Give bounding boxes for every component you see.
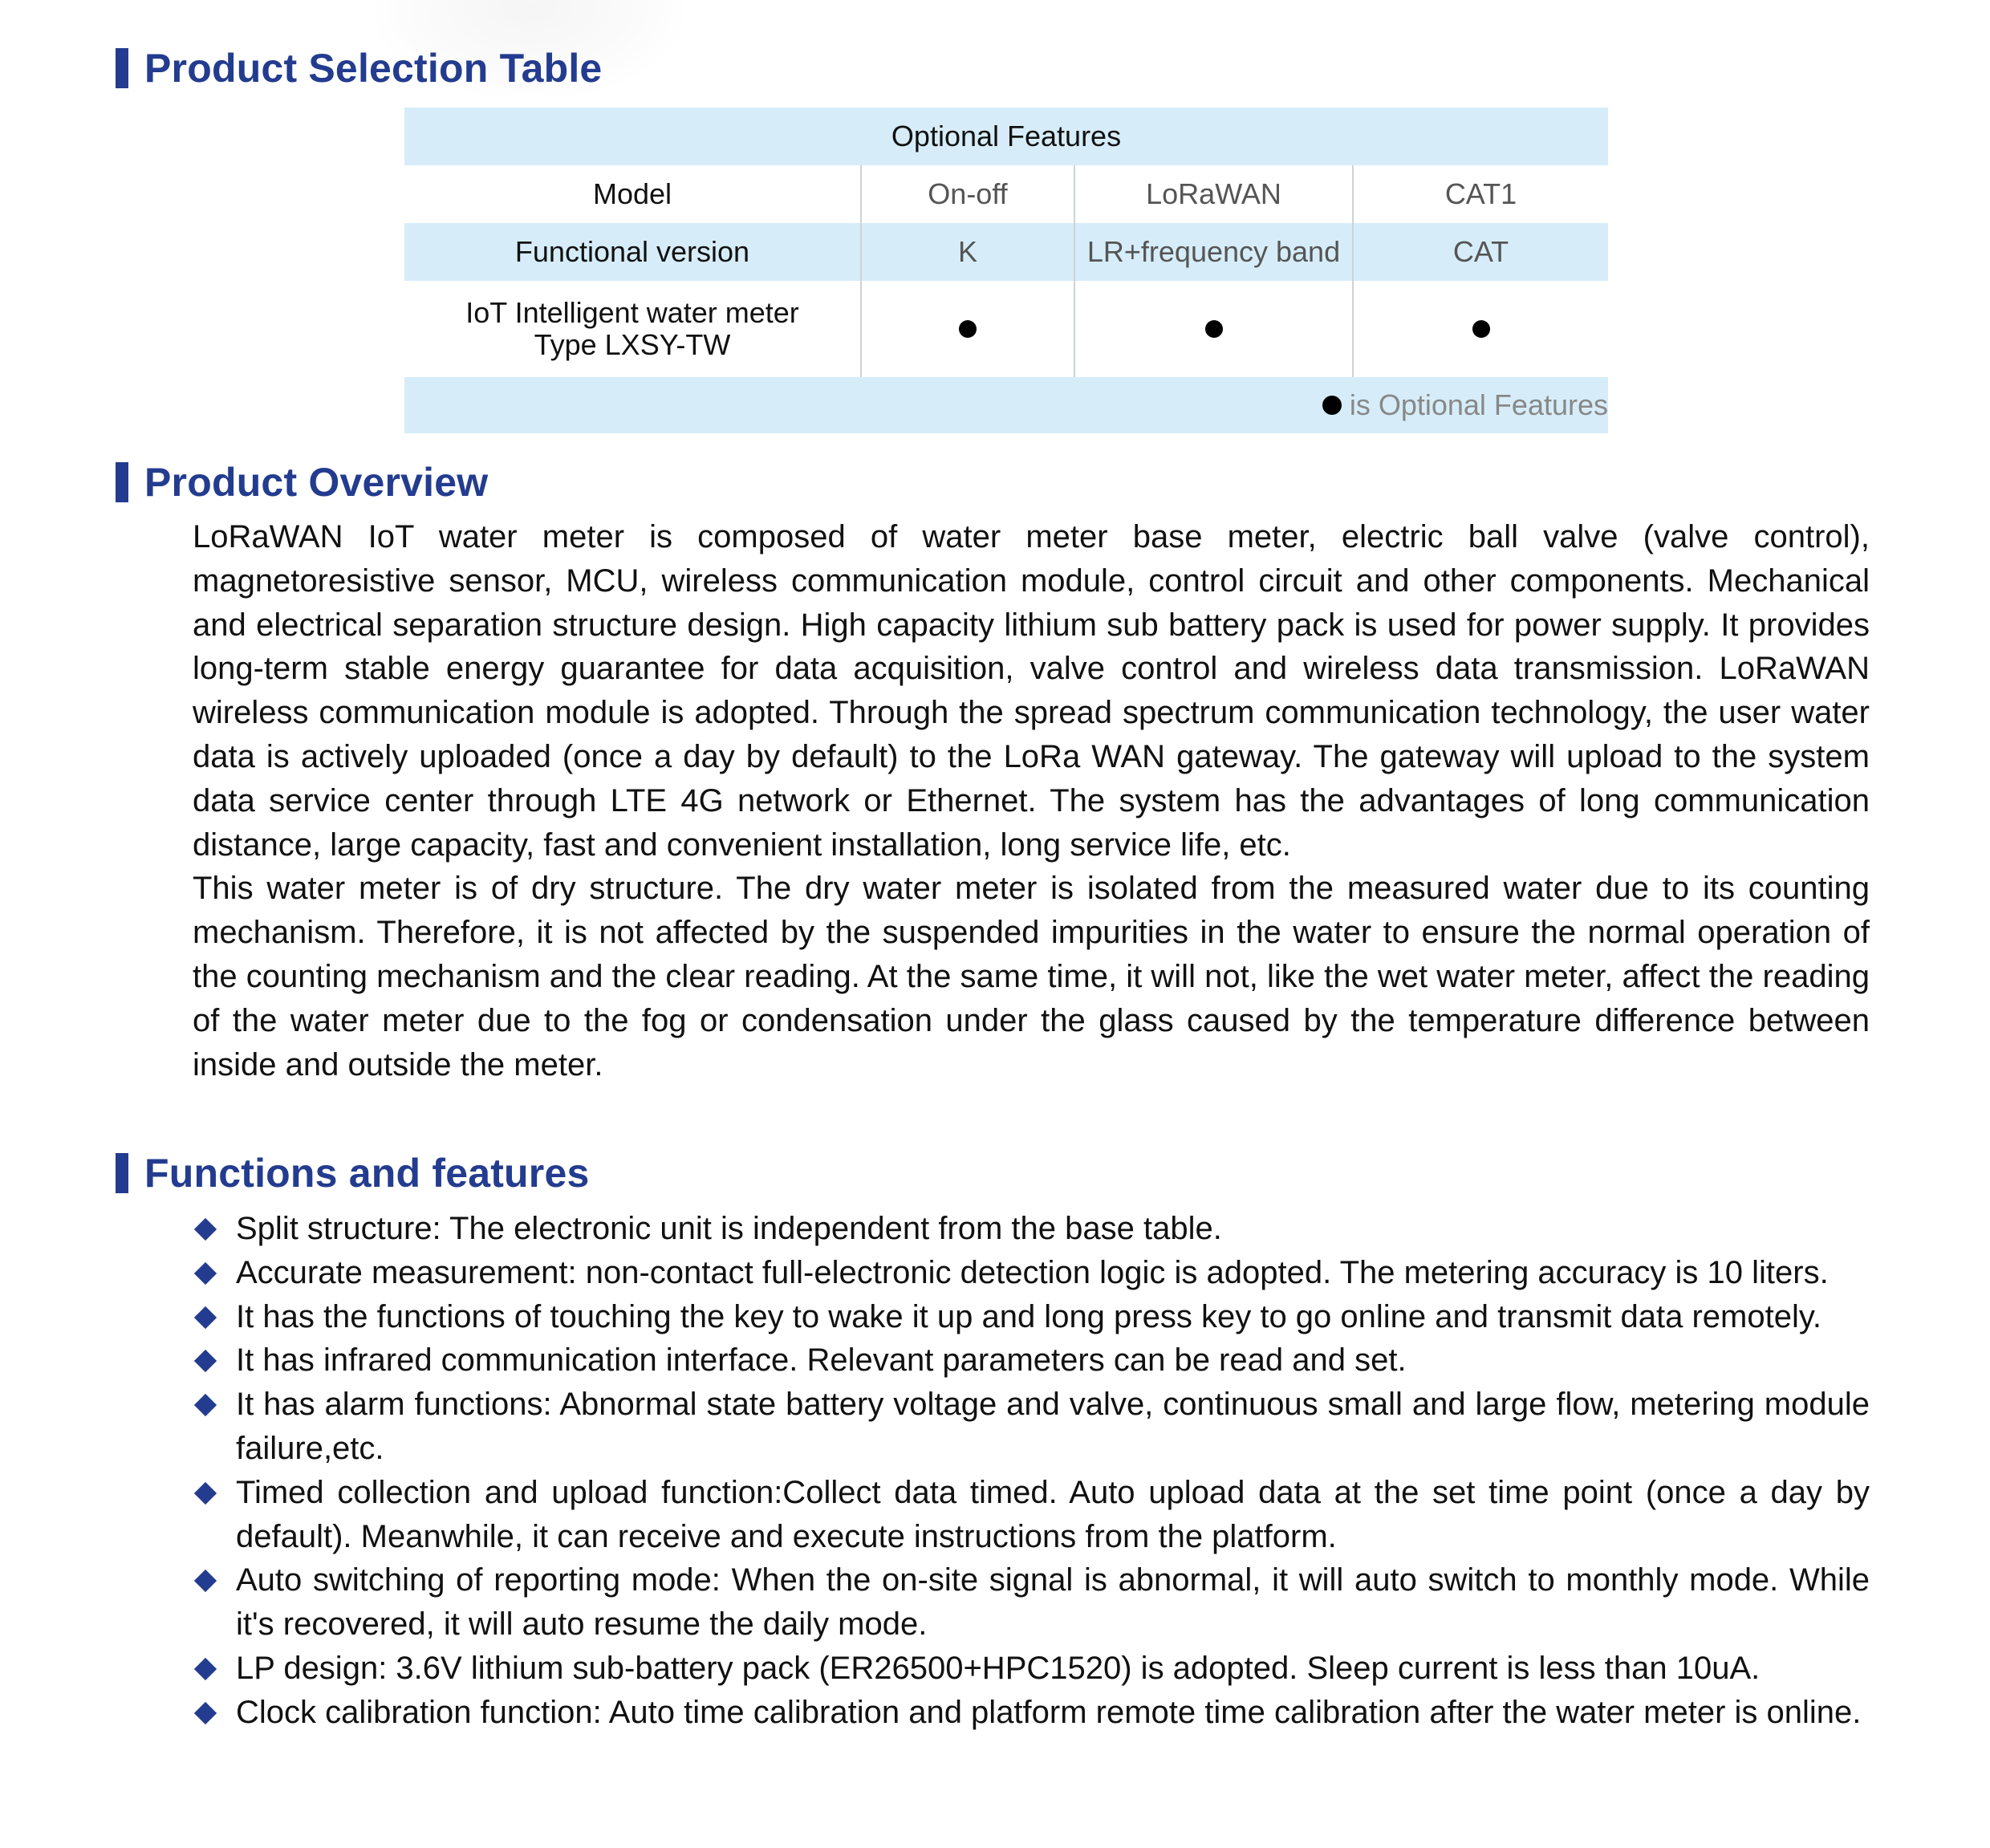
diamond-bullet-icon	[194, 1306, 217, 1328]
features-title: Functions and features	[144, 1151, 590, 1196]
product-label-line2: Type LXSY-TW	[534, 328, 731, 361]
functional-version-lr: LR+frequency band	[1075, 223, 1354, 281]
list-item: LP design: 3.6V lithium sub-battery pack (ER26500+HPC1520) is adopted. Sleep current is less than 10uA.	[193, 1647, 1870, 1691]
heading-accent-bar	[116, 462, 128, 502]
list-item: It has alarm functions: Abnormal state battery voltage and valve, continuous small and large flow, metering module failure,etc.	[193, 1383, 1870, 1471]
optional-features-header: Optional Features	[891, 120, 1122, 152]
model-cat1: CAT1	[1444, 177, 1517, 210]
overview-heading	[116, 459, 488, 506]
product-label-line1: IoT Intelligent water meter	[465, 296, 799, 329]
functional-version-k: K	[862, 223, 1075, 281]
optional-dot-icon	[959, 320, 977, 338]
table-legend-row	[404, 377, 1608, 433]
product-label	[404, 281, 862, 377]
overview-paragraph: LoRaWAN IoT water meter is composed of water meter base meter, electric ball valve (valve control), magnetoresistive sensor, MCU, wireless communication module, control circuit and other components. Mechanical and electrical separation structure design. High capacity lithium sub battery pack is used for power supply. It provides long-term stable energy guarantee for data acquisition, valve control and wireless data transmission. LoRaWAN wireless communication module is adopted. Through the spread spectrum communication technology, the user water data is actively uploaded (once a day by default) to the LoRa WAN gateway. The gateway will upload to the system data service center through LTE 4G network or Ethernet. The system has the advantages of long communication distance, large capacity, fast and convenient installation, long service life, etc.	[193, 519, 1870, 863]
product-cat1-cell	[1354, 281, 1608, 377]
optional-dot-icon	[1472, 320, 1490, 338]
product-selection-table	[404, 108, 1608, 433]
product-lorawan-cell	[1075, 281, 1354, 377]
diamond-bullet-icon	[194, 1570, 217, 1592]
diamond-bullet-icon	[194, 1702, 217, 1724]
table-row-model	[404, 165, 1608, 223]
optional-dot-icon	[1205, 320, 1223, 338]
functional-version-cat: CAT	[1452, 235, 1509, 268]
product-on-off-cell	[862, 281, 1075, 377]
heading-accent-bar	[116, 1153, 128, 1193]
legend-text: is Optional Features	[1349, 388, 1608, 421]
list-item: Split structure: The electronic unit is independent from the base table.	[193, 1207, 1870, 1251]
list-item: It has the functions of touching the key to wake it up and long press key to go online and transmit data remotely.	[193, 1295, 1870, 1339]
diamond-bullet-icon	[194, 1394, 217, 1416]
functional-version-label: Functional version	[404, 223, 862, 281]
model-label: Model	[404, 165, 862, 223]
diamond-bullet-icon	[194, 1658, 217, 1680]
table-row-product	[404, 281, 1608, 377]
heading-accent-bar	[116, 48, 128, 88]
diamond-bullet-icon	[194, 1350, 217, 1372]
legend-dot-icon	[1322, 396, 1342, 415]
list-item: Timed collection and upload function:Collect data timed. Auto upload data at the set time point (once a day by default). Meanwhile, it can receive and execute instructions from the platform.	[193, 1471, 1870, 1559]
overview-title: Product Overview	[144, 460, 489, 505]
selection-table-title: Product Selection Table	[144, 46, 603, 91]
features-list	[193, 1207, 1870, 1735]
features-heading	[116, 1150, 589, 1196]
diamond-bullet-icon	[194, 1262, 217, 1285]
overview-paragraph: This water meter is of dry structure. The dry water meter is isolated from the measured water due to its counting mechanism. Therefore, it is not affected by the suspended impurities in the water to ensure the normal operation of the counting mechanism and the clear reading. At the same time, it will not, like the wet water meter, affect the reading of the water meter due to the fog or condensation under the glass caused by the temperature difference between inside and outside the meter.	[193, 871, 1870, 1082]
model-lorawan: LoRaWAN	[1075, 165, 1354, 223]
list-item: Accurate measurement: non-contact full-electronic detection logic is adopted. The metering accuracy is 10 liters.	[193, 1251, 1870, 1295]
diamond-bullet-icon	[194, 1218, 217, 1241]
model-on-off: On-off	[862, 165, 1075, 223]
diamond-bullet-icon	[194, 1482, 217, 1505]
selection-table-heading	[116, 45, 602, 91]
list-item: Clock calibration function: Auto time calibration and platform remote time calibration after the water meter is online.	[193, 1691, 1870, 1735]
table-header-row	[404, 108, 1608, 165]
list-item: It has infrared communication interface. Relevant parameters can be read and set.	[193, 1338, 1870, 1383]
table-row-functional-version	[404, 223, 1608, 281]
overview-body	[193, 515, 1870, 1086]
list-item: Auto switching of reporting mode: When the on-site signal is abnormal, it will auto switch to monthly mode. While it's recovered, it will auto resume the daily mode.	[193, 1558, 1870, 1647]
